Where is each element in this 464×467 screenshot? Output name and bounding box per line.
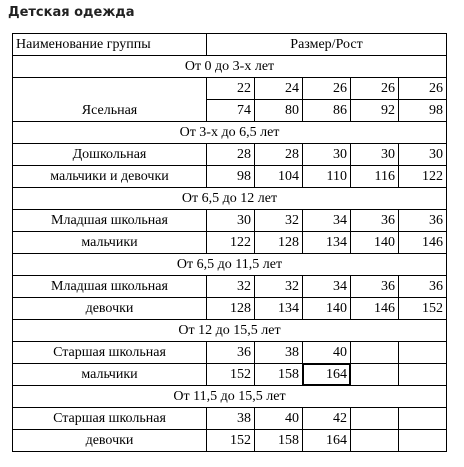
table-row bbox=[13, 364, 447, 386]
page-title: Детская одежда bbox=[8, 5, 135, 20]
height-cell: 104 bbox=[255, 166, 303, 188]
size-cell: 26 bbox=[399, 78, 447, 100]
height-cell: 98 bbox=[207, 166, 255, 188]
table-row bbox=[13, 210, 447, 232]
group-subname: девочки bbox=[13, 430, 207, 452]
height-cell: 128 bbox=[255, 232, 303, 254]
size-cell: 34 bbox=[303, 210, 351, 232]
age-row bbox=[13, 386, 447, 408]
selected-cell[interactable]: 164 bbox=[303, 364, 351, 386]
size-cell: 32 bbox=[255, 210, 303, 232]
size-cell: 22 bbox=[207, 78, 255, 100]
group-subname: девочки bbox=[13, 298, 207, 320]
height-cell: 164 bbox=[303, 430, 351, 452]
height-cell: 152 bbox=[207, 364, 255, 386]
height-cell: 98 bbox=[399, 100, 447, 122]
age-row bbox=[13, 122, 447, 144]
age-row bbox=[13, 188, 447, 210]
group-subname: мальчики bbox=[13, 232, 207, 254]
size-cell: 36 bbox=[351, 210, 399, 232]
height-cell: 128 bbox=[207, 298, 255, 320]
size-cell bbox=[351, 342, 399, 364]
size-cell: 38 bbox=[255, 342, 303, 364]
height-cell: 92 bbox=[351, 100, 399, 122]
header-row bbox=[13, 34, 447, 56]
height-cell: 140 bbox=[303, 298, 351, 320]
size-cell: 34 bbox=[303, 276, 351, 298]
age-range: От 11,5 до 15,5 лет bbox=[13, 386, 447, 408]
size-cell bbox=[399, 342, 447, 364]
age-row bbox=[13, 320, 447, 342]
height-cell: 152 bbox=[399, 298, 447, 320]
age-range: От 6,5 до 12 лет bbox=[13, 188, 447, 210]
height-cell: 146 bbox=[351, 298, 399, 320]
table-row bbox=[13, 430, 447, 452]
size-cell: 28 bbox=[255, 144, 303, 166]
table-row bbox=[13, 78, 447, 100]
group-name: Младшая школьная bbox=[13, 276, 207, 298]
header-group: Наименование группы bbox=[13, 34, 207, 56]
size-cell: 26 bbox=[351, 78, 399, 100]
age-range: От 0 до 3-х лет bbox=[13, 56, 447, 78]
size-cell: 36 bbox=[351, 276, 399, 298]
size-cell: 38 bbox=[207, 408, 255, 430]
group-name: Младшая школьная bbox=[13, 210, 207, 232]
age-range: От 3-х до 6,5 лет bbox=[13, 122, 447, 144]
group-name: Ясельная bbox=[13, 78, 207, 122]
table-row bbox=[13, 342, 447, 364]
height-cell: 152 bbox=[207, 430, 255, 452]
height-cell: 140 bbox=[351, 232, 399, 254]
size-cell: 26 bbox=[303, 78, 351, 100]
height-cell: 146 bbox=[399, 232, 447, 254]
size-cell: 36 bbox=[399, 210, 447, 232]
height-cell: 86 bbox=[303, 100, 351, 122]
height-cell bbox=[399, 364, 447, 386]
table-row bbox=[13, 166, 447, 188]
size-cell bbox=[351, 408, 399, 430]
height-cell: 116 bbox=[351, 166, 399, 188]
height-cell: 134 bbox=[303, 232, 351, 254]
size-cell: 32 bbox=[207, 276, 255, 298]
age-row bbox=[13, 254, 447, 276]
height-cell: 110 bbox=[303, 166, 351, 188]
table-row bbox=[13, 298, 447, 320]
size-cell: 36 bbox=[399, 276, 447, 298]
size-cell: 42 bbox=[303, 408, 351, 430]
size-cell: 30 bbox=[207, 210, 255, 232]
size-table bbox=[12, 33, 447, 452]
size-cell: 32 bbox=[255, 276, 303, 298]
height-cell: 158 bbox=[255, 364, 303, 386]
table-row bbox=[13, 232, 447, 254]
height-cell: 158 bbox=[255, 430, 303, 452]
size-cell: 30 bbox=[399, 144, 447, 166]
size-cell: 30 bbox=[351, 144, 399, 166]
size-cell: 36 bbox=[207, 342, 255, 364]
table-row bbox=[13, 408, 447, 430]
height-cell: 122 bbox=[399, 166, 447, 188]
group-subname: мальчики bbox=[13, 364, 207, 386]
height-cell: 74 bbox=[207, 100, 255, 122]
height-cell bbox=[351, 364, 399, 386]
size-cell bbox=[399, 408, 447, 430]
table-row bbox=[13, 144, 447, 166]
header-size: Размер/Рост bbox=[207, 34, 447, 56]
group-name: Старшая школьная bbox=[13, 408, 207, 430]
group-name: Дошкольная bbox=[13, 144, 207, 166]
group-name: Старшая школьная bbox=[13, 342, 207, 364]
size-cell: 30 bbox=[303, 144, 351, 166]
size-cell: 24 bbox=[255, 78, 303, 100]
age-row bbox=[13, 56, 447, 78]
age-range: От 12 до 15,5 лет bbox=[13, 320, 447, 342]
group-subname: мальчики и девочки bbox=[13, 166, 207, 188]
size-cell: 40 bbox=[303, 342, 351, 364]
size-cell: 28 bbox=[207, 144, 255, 166]
height-cell: 122 bbox=[207, 232, 255, 254]
height-cell: 134 bbox=[255, 298, 303, 320]
size-cell: 40 bbox=[255, 408, 303, 430]
height-cell: 80 bbox=[255, 100, 303, 122]
table-row bbox=[13, 276, 447, 298]
age-range: От 6,5 до 11,5 лет bbox=[13, 254, 447, 276]
height-cell bbox=[351, 430, 399, 452]
height-cell bbox=[399, 430, 447, 452]
